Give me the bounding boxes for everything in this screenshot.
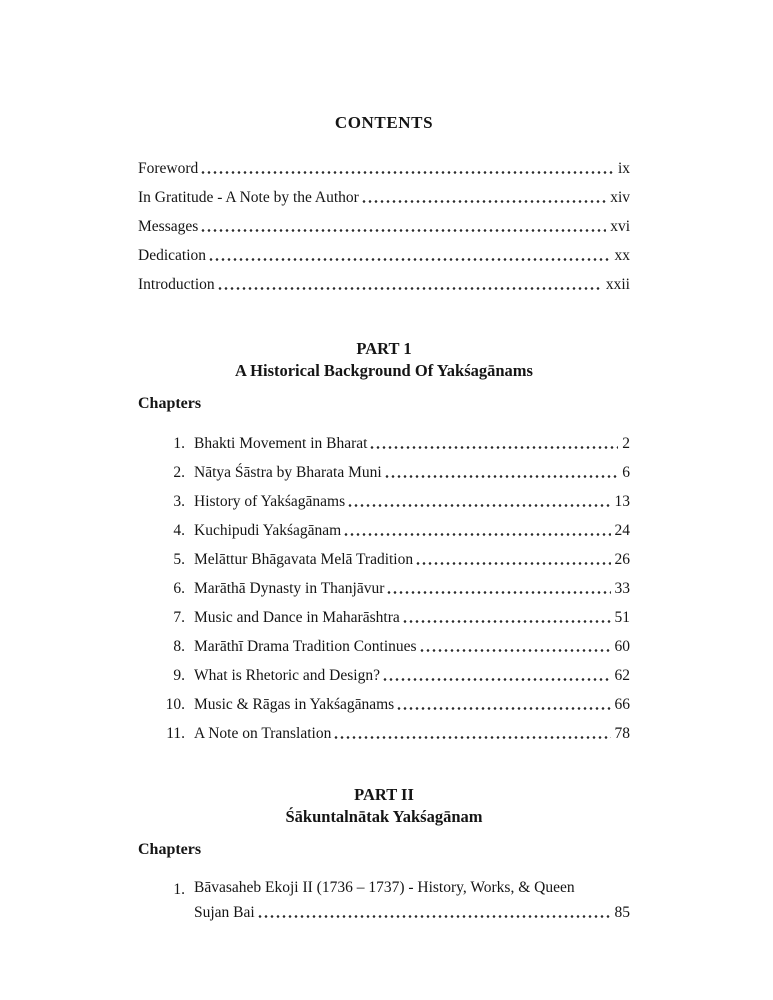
chapter-title: Melāttur Bhāgavata Melā Tradition bbox=[194, 551, 414, 568]
chapter-row bbox=[138, 690, 630, 719]
dot-leader bbox=[200, 154, 614, 183]
chapter-number: 4. bbox=[173, 522, 185, 539]
dot-leader bbox=[200, 212, 606, 241]
part-1-chapters-heading: Chapters bbox=[138, 395, 202, 412]
page-number: 60 bbox=[614, 638, 630, 655]
chapter-number: 1. bbox=[173, 435, 185, 452]
chapter-title-block bbox=[185, 875, 630, 925]
chapter-title: History of Yakśagānams bbox=[194, 493, 346, 510]
part-2-chapter-list bbox=[138, 875, 630, 925]
toc-entry-label: Dedication bbox=[138, 247, 207, 264]
chapter-row bbox=[138, 516, 630, 545]
chapter-row bbox=[138, 545, 630, 574]
toc-entry-messages bbox=[138, 212, 630, 241]
dot-leader bbox=[257, 900, 611, 925]
page-number: 24 bbox=[614, 522, 630, 539]
page-number: 26 bbox=[614, 551, 630, 568]
chapter-title: A Note on Translation bbox=[194, 725, 332, 742]
chapter-number: 2. bbox=[173, 464, 185, 481]
chapter-row bbox=[138, 574, 630, 603]
page-number: 78 bbox=[614, 725, 630, 742]
toc-entry-label: Foreword bbox=[138, 160, 199, 177]
page-number: 2 bbox=[622, 435, 630, 452]
chapter-row bbox=[138, 603, 630, 632]
page-number: xiv bbox=[610, 189, 630, 206]
chapter-number: 3. bbox=[173, 493, 185, 510]
dot-leader bbox=[384, 458, 619, 487]
dot-leader bbox=[208, 241, 610, 270]
toc-entry-label: In Gratitude - A Note by the Author bbox=[138, 189, 359, 206]
dot-leader bbox=[419, 632, 611, 661]
dot-leader bbox=[396, 690, 610, 719]
chapter-title-line-2 bbox=[194, 900, 630, 925]
part-1-section bbox=[138, 338, 630, 748]
dot-leader bbox=[217, 270, 602, 299]
page-number: 6 bbox=[622, 464, 630, 481]
chapter-title: Music & Rāgas in Yakśagānams bbox=[194, 696, 395, 713]
part-1-heading: PART 1 bbox=[356, 339, 412, 358]
chapter-number: 1. bbox=[173, 881, 185, 898]
chapter-number: 9. bbox=[173, 667, 185, 684]
page-number: 51 bbox=[614, 609, 630, 626]
part-2-subtitle: Śākuntalnātak Yakśagānam bbox=[285, 807, 483, 826]
chapter-number: 6. bbox=[173, 580, 185, 597]
part-2-chapters-heading: Chapters bbox=[138, 841, 202, 858]
chapter-title: Kuchipudi Yakśagānam bbox=[194, 522, 342, 539]
toc-entry-label: Introduction bbox=[138, 276, 215, 293]
chapter-number: 8. bbox=[173, 638, 185, 655]
toc-entry-foreword bbox=[138, 154, 630, 183]
dot-leader bbox=[382, 661, 611, 690]
page-number: 66 bbox=[614, 696, 630, 713]
chapter-row bbox=[138, 875, 630, 925]
page-number: 33 bbox=[614, 580, 630, 597]
dot-leader bbox=[347, 487, 610, 516]
toc-entry-introduction bbox=[138, 270, 630, 299]
chapter-title: Nātya Śāstra by Bharata Muni bbox=[194, 464, 382, 481]
chapter-number: 7. bbox=[173, 609, 185, 626]
page-number: xxii bbox=[605, 276, 630, 293]
chapter-row bbox=[138, 632, 630, 661]
dot-leader bbox=[333, 719, 610, 748]
front-matter-list bbox=[138, 154, 630, 299]
chapter-number: 11. bbox=[166, 725, 185, 742]
chapter-title: Music and Dance in Maharāshtra bbox=[194, 609, 400, 626]
page-number: xx bbox=[614, 247, 630, 264]
page-number: xvi bbox=[610, 218, 630, 235]
toc-entry-in-gratitude bbox=[138, 183, 630, 212]
chapter-row bbox=[138, 661, 630, 690]
chapter-title: Marāthā Dynasty in Thanjāvur bbox=[194, 580, 385, 597]
part-1-chapter-list bbox=[138, 429, 630, 748]
dot-leader bbox=[386, 574, 610, 603]
chapter-title: Sujan Bai bbox=[194, 904, 255, 921]
chapter-row bbox=[138, 487, 630, 516]
chapter-row bbox=[138, 429, 630, 458]
chapter-row bbox=[138, 458, 630, 487]
toc-content bbox=[138, 0, 630, 925]
dot-leader bbox=[343, 516, 610, 545]
chapter-title: Marāthī Drama Tradition Continues bbox=[194, 638, 417, 655]
part-1-subtitle: A Historical Background Of Yakśagānams bbox=[235, 361, 533, 380]
chapter-row bbox=[138, 719, 630, 748]
page-number: 62 bbox=[614, 667, 630, 684]
page-number: 13 bbox=[614, 493, 630, 510]
dot-leader bbox=[415, 545, 610, 574]
toc-entry-label: Messages bbox=[138, 218, 199, 235]
page-number: 85 bbox=[614, 904, 630, 921]
chapter-title: Bhakti Movement in Bharat bbox=[194, 435, 368, 452]
dot-leader bbox=[369, 429, 618, 458]
chapter-title-line-1: Bāvasaheb Ekoji II (1736 – 1737) - History, Works, & Queen bbox=[194, 879, 575, 896]
dot-leader bbox=[361, 183, 606, 212]
chapter-number: 5. bbox=[173, 551, 185, 568]
chapter-title: What is Rhetoric and Design? bbox=[194, 667, 380, 684]
toc-entry-dedication bbox=[138, 241, 630, 270]
page-title: CONTENTS bbox=[334, 113, 434, 132]
part-2-heading: PART II bbox=[354, 785, 414, 804]
chapter-number: 10. bbox=[165, 696, 185, 713]
dot-leader bbox=[402, 603, 611, 632]
page-number: ix bbox=[617, 160, 630, 177]
part-2-section bbox=[138, 784, 630, 925]
